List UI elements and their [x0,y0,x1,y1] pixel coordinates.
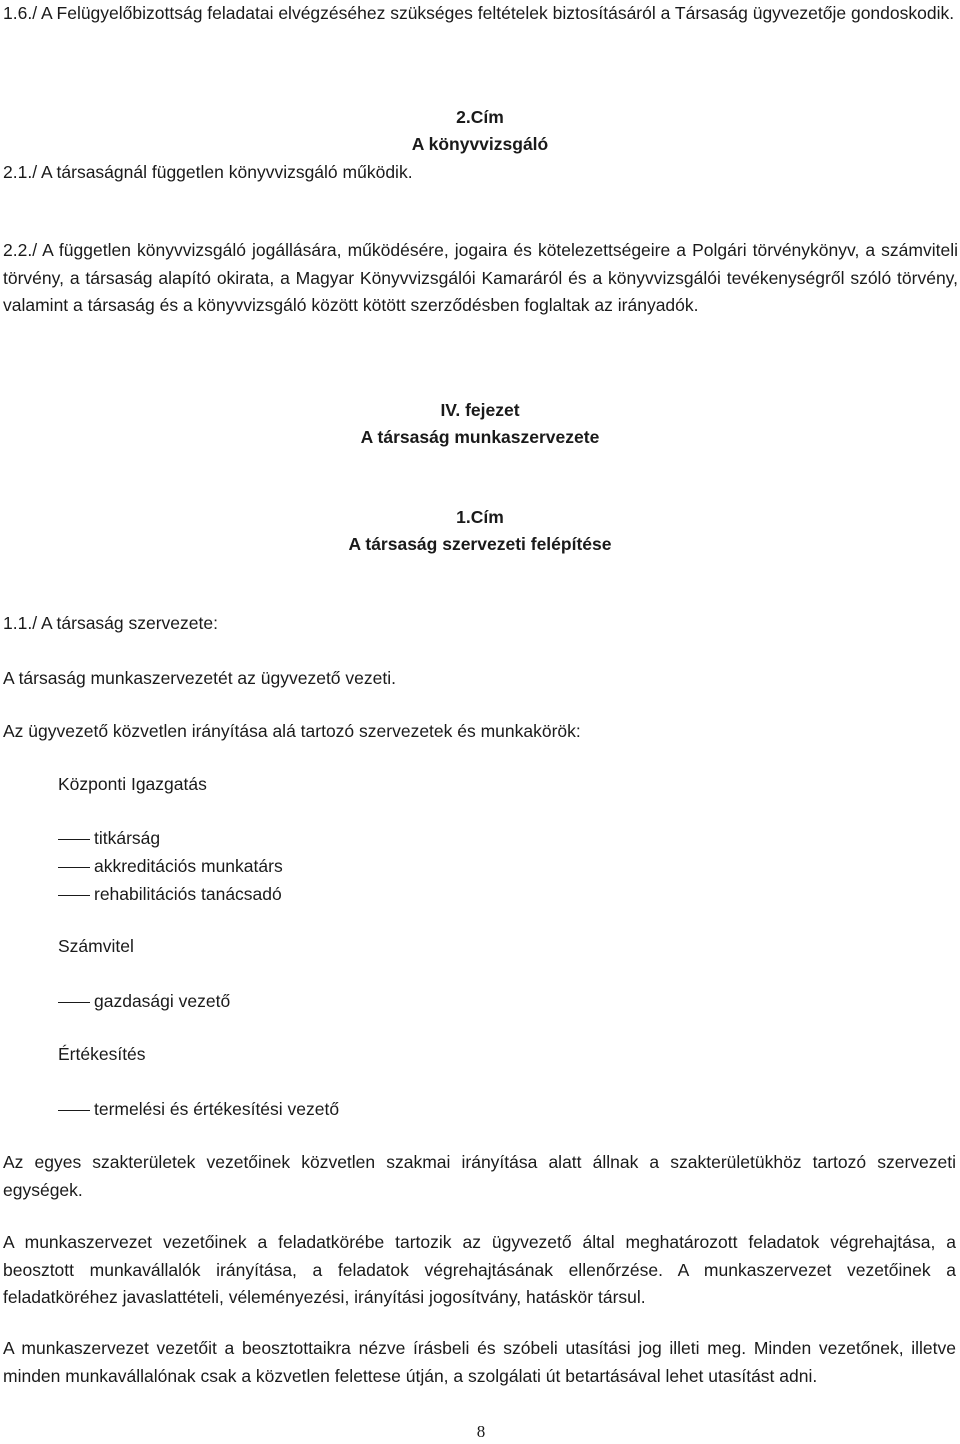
org-unit-name: Értékesítés [58,1044,146,1064]
list-item [58,827,160,849]
paragraph-leader-duties: A munkaszervezet vezetőinek a feladatkörébe tartozik az ügyvezető által meghatározott feladatok végrehajtása, a beosztott munkavállalók irányítása, a feladatok végrehajtásának ellenőrzése. A munkaszervezet vezetőinek a feladatköréhez javaslattételi, véleményezési, irányítási jogosítvány, hatáskör társul. [3,1232,956,1307]
dash-icon [58,895,90,896]
page-number: 8 [476,1422,486,1441]
position-label: rehabilitációs tanácsadó [94,884,282,904]
position-label: titkárság [94,828,161,848]
section-2-heading-title: A könyvvizsgáló [411,134,549,154]
section-1-heading-number: 1.Cím [456,507,504,527]
paragraph-1-1: 1.1./ A társaság szervezete: [3,613,218,633]
paragraph-1-6: 1.6./ A Felügyelőbizottság feladatai elvégzéséhez szükséges feltételek biztosításáról a Társaság ügyvezetője gondoskodik. [3,3,955,23]
section-1-heading-title: A társaság szervezeti felépítése [348,534,612,554]
position-label: gazdasági vezető [94,991,231,1011]
paragraph-2-2: 2.2./ A független könyvvizsgáló jogállására, működésére, jogaira és kötelezettségeire a Polgári törvénykönyv, a számviteli törvény, a társaság alapító okirata, a Magyar Könyvvizsgálói Kamaráról és a könyvvizsgálói tevékenységről szóló törvény, valamint a társaság és a könyvvizsgáló között kötött szerződésben foglaltak az irányadók. [3,240,958,315]
position-label: akkreditációs munkatárs [94,856,283,876]
org-unit-name: Központi Igazgatás [58,774,207,794]
list-item [58,883,282,905]
paragraph-unit-leaders: Az egyes szakterületek vezetőinek közvetlen szakmai irányítása alatt állnak a szakterületükhöz tartozó szervezeti egységek. [3,1152,956,1200]
dash-icon [58,1110,90,1111]
dash-icon [58,839,90,840]
paragraph-management: A társaság munkaszervezetét az ügyvezető vezeti. [3,668,396,688]
list-item [58,1098,339,1120]
section-2-heading-number: 2.Cím [456,107,504,127]
paragraph-instruction-rights: A munkaszervezet vezetőit a beosztottaikra nézve írásbeli és szóbeli utasítási jog illeti meg. Minden vezetőnek, illetve minden munkavállalónak csak a közvetlen felettese útján, a szolgálati út betartásával lehet utasítást adni. [3,1338,956,1386]
org-unit-name: Számvitel [58,936,134,956]
dash-icon [58,1002,90,1003]
dash-icon [58,867,90,868]
paragraph-2-1: 2.1./ A társaságnál független könyvvizsgáló működik. [3,162,413,182]
list-item [58,990,230,1012]
chapter-title: A társaság munkaszervezete [360,427,600,447]
list-item [58,855,283,877]
paragraph-direct-units: Az ügyvezető közvetlen irányítása alá tartozó szervezetek és munkakörök: [3,721,581,741]
position-label: termelési és értékesítési vezető [94,1099,340,1119]
chapter-number: IV. fejezet [440,400,520,420]
